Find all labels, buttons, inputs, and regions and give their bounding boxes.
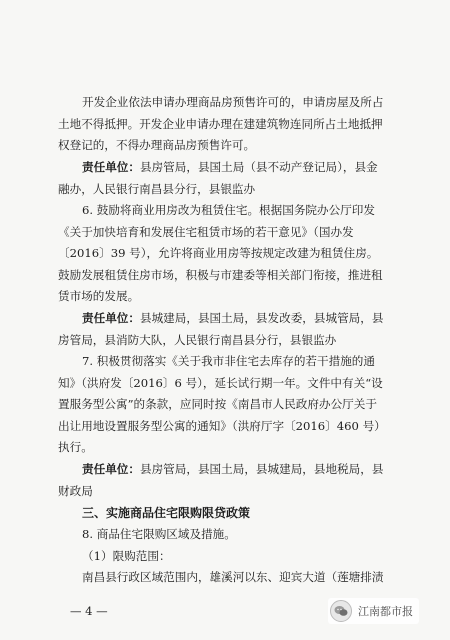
- text-line: 鼓励发展租赁住房市场，积极与市建委等相关部门衔接，推进租: [58, 267, 383, 282]
- text-line: 7. 积极贯彻落实《关于我市非住宅去库存的若干措施的通: [82, 354, 375, 368]
- text-line: 县城建局，县国土局，县发改委，县城管局，县: [139, 311, 384, 325]
- text-line: 开发企业依法申请办理商品房预售许可的，申请房屋及所占: [82, 95, 384, 109]
- paragraph-item-6: [58, 200, 416, 308]
- text-line: 融办，人民银行南昌县分行，县银监办: [58, 181, 256, 196]
- text-line: 土地不得抵押。开发企业申请办理在建建筑物连同所占土地抵押: [58, 116, 383, 131]
- text-line: 出让用地设置服务型公寓的通知》（洪府厅字〔2016〕460 号）: [58, 418, 386, 433]
- responsibility-label: 责任单位：: [82, 160, 140, 174]
- paragraph-item-7: [58, 351, 416, 459]
- text-line: 《关于加快培育和发展住宅租赁市场的若干意见》（国办发: [58, 224, 354, 239]
- text-line: 县房管局，县国土局，县城建局，县地税局，县: [139, 462, 384, 476]
- text-line: 南昌县行政区域范围内，雄溪河以东、迎宾大道（莲塘排渍: [82, 570, 384, 584]
- text-line: 置服务型公寓”的条款，应同时按《南昌市人民政府办公厅关于: [58, 397, 377, 411]
- text-line: 权登记的，不得办理商品房预售许可。: [58, 138, 256, 152]
- responsibility-block-1: [58, 157, 416, 200]
- text-line: 8. 商品住宅限购区域及措施。: [82, 527, 236, 541]
- responsibility-label: 责任单位：: [82, 462, 140, 476]
- paragraph-presale: [58, 92, 416, 157]
- responsibility-block-2: [58, 308, 416, 351]
- section-heading: 三、实施商品住宅限购限贷政策: [82, 506, 251, 520]
- source-watermark: [328, 598, 419, 624]
- page-number: — 4 —: [70, 604, 108, 618]
- text-line: 县房管局，县国土局（县不动产登记局），县金: [139, 160, 378, 174]
- wechat-logo-icon: [330, 600, 352, 622]
- text-line: 知》（洪府发〔2016〕6 号），延长试行期一年。文件中有关“设: [58, 375, 383, 390]
- responsibility-block-3: [58, 459, 416, 502]
- text-line: 房管局，县消防大队，人民银行南昌县分行，县银监办: [58, 332, 337, 347]
- paragraph-item-8: [58, 524, 416, 589]
- responsibility-label: 责任单位：: [82, 311, 140, 325]
- watermark-text: 江南都市报: [358, 605, 413, 618]
- text-line: 执行。: [58, 440, 93, 454]
- text-line: （1）限购范围：: [82, 548, 171, 563]
- text-line: 财政局: [58, 483, 93, 498]
- text-line: 〔2016〕39 号），允许将商业用房等按规定改建为租赁住房。: [58, 246, 379, 260]
- text-line: 6. 鼓励将商业用房改为租赁住宅。根据国务院办公厅印发: [82, 203, 375, 217]
- text-line: 赁市场的发展。: [58, 289, 140, 303]
